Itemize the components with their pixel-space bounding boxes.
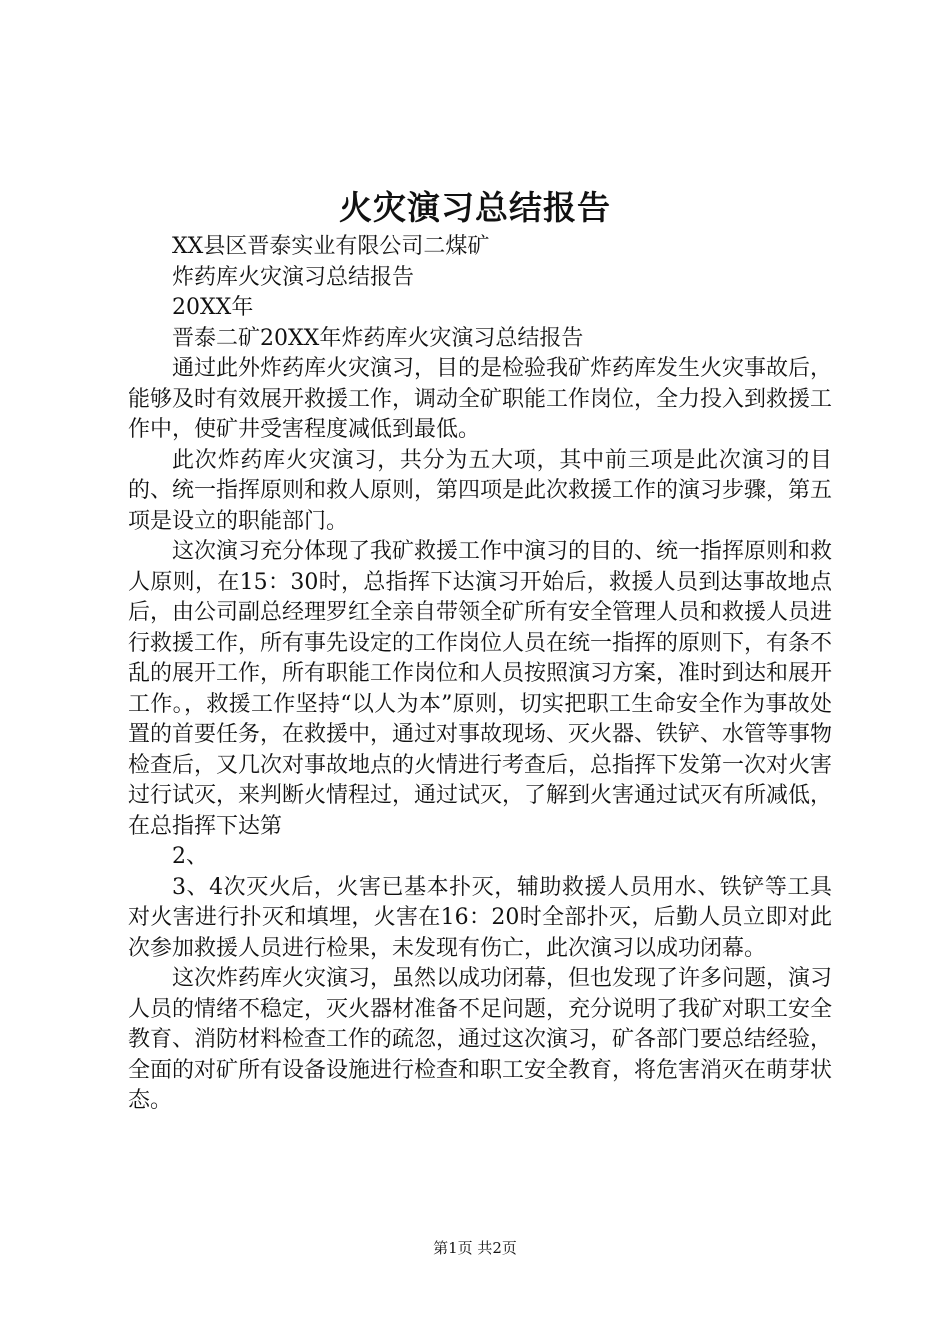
paragraph-process: 这次演习充分体现了我矿救援工作中演习的目的、统一指挥原则和救人原则，在15：30时，总指挥下达演习开始后，救援人员到达事故地点后，由公司副总经理罗红全亲自带领全矿所有安全管理人员和救援人员进行救援工作，所有事先设定的工作岗位人员在统一指挥的原则下，有条不乱的展开工作，所有职能工作岗位和人员按照演习方案，准时到达和展开工作。，救援工作坚持“以人为本”原则，切实把职工生命安全作为事故处置的首要任务，在救援中，通过对事故现场、灭火器、铁铲、水管等事物检查后，又几次对事故地点的火情进行考查后，总指挥下发第一次对火害过行试灭，来判断火情程过，通过试灭，了解到火害通过试灭有所减低，在总指挥下达第 xyxy=(128,539,833,839)
paragraph-item-2: 2、 xyxy=(172,844,208,869)
paragraph-purpose: 通过此外炸药库火灾演习，目的是检验我矿炸药库发生火灾事故后，能够及时有效展开救援工作，调动全矿职能工作岗位，全力投入到救援工作中，使矿井受害程度减低到最低。 xyxy=(128,356,833,442)
paragraph-conclusion: 这次炸药库火灾演习，虽然以成功闭幕，但也发现了许多问题，演习人员的情绪不稳定，灭火器材准备不足问题，充分说明了我矿对职工安全教育、消防材料检查工作的疏忽，通过这次演习，矿各部门要总结经验，全面的对矿所有设备设施进行检查和职工安全教育，将危害消灭在萌芽状态。 xyxy=(128,966,833,1113)
company-line: XX县区晋泰实业有限公司二煤矿 xyxy=(172,234,490,259)
paragraph-item-3-4: 3、4次灭火后，火害已基本扑灭，辅助救援人员用水、铁铲等工具对火害进行扑灭和填埋，火害在16：20时全部扑灭，后勤人员立即对此次参加救援人员进行检果，未发现有伤亡，此次演习以成功闭幕。 xyxy=(128,874,832,961)
report-heading-line: 晋泰二矿20XX年炸药库火灾演习总结报告 xyxy=(172,325,584,351)
document-body xyxy=(128,232,832,1117)
year-line: 20XX年 xyxy=(172,295,254,320)
paragraph-structure: 此次炸药库火灾演习，共分为五大项，其中前三项是此次演习的目的、统一指挥原则和救人原则，第四项是此次救援工作的演习步骤，第五项是设立的职能部门。 xyxy=(128,447,833,534)
report-subtitle-line: 炸药库火灾演习总结报告 xyxy=(172,264,415,290)
document-title: 火灾演习总结报告 xyxy=(339,188,611,227)
page-footer: 第1页 共2页 xyxy=(433,1239,517,1257)
